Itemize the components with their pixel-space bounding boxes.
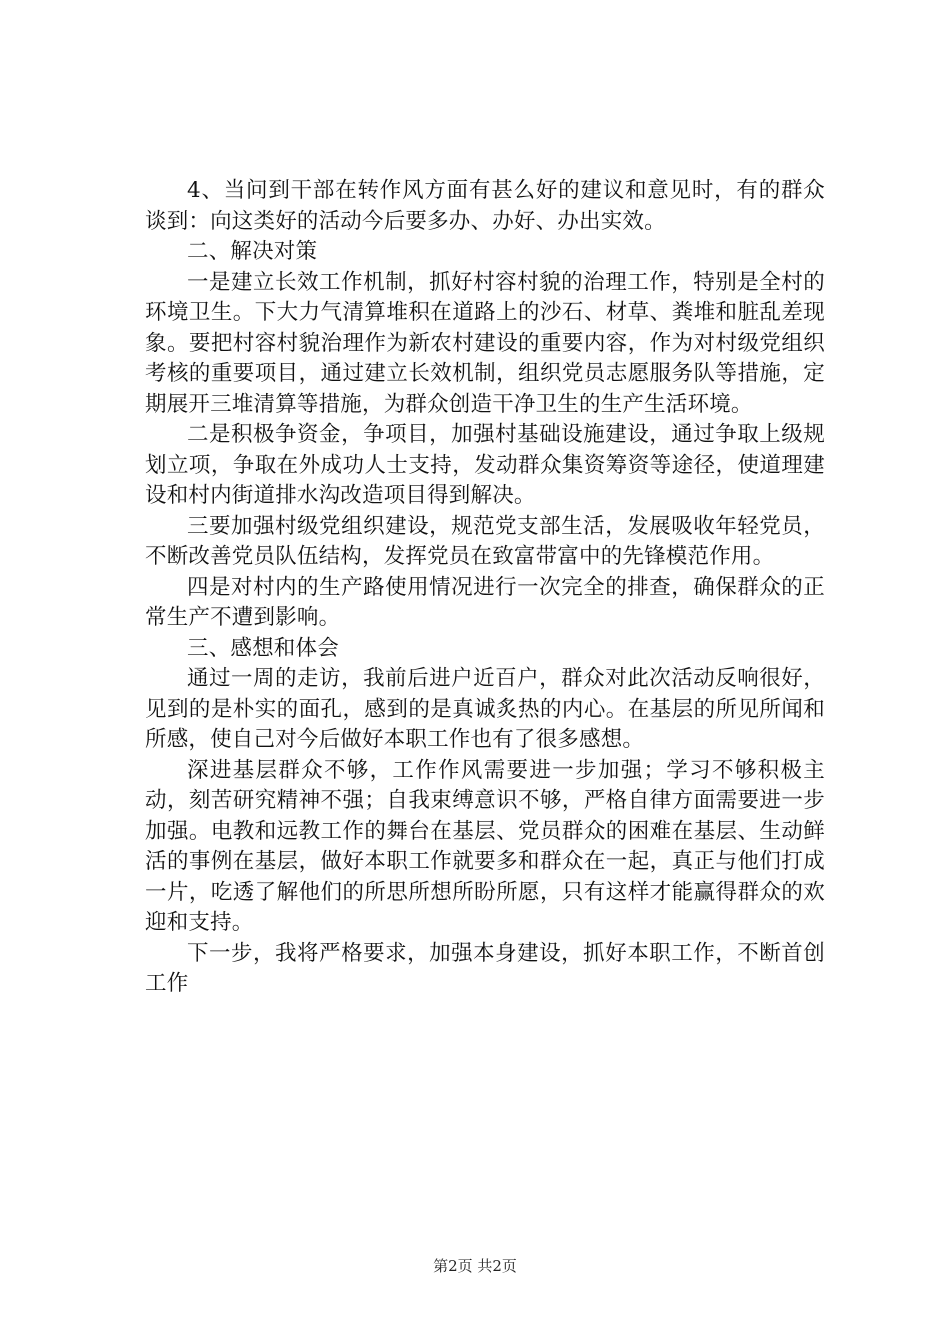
page-number-footer: 第2页 共2页 [433,1257,517,1275]
paragraph-3: 一是建立长效工作机制，抓好村容村貌的治理工作，特别是全村的环境卫生。下大力气清算堆积在道路上的沙石、材草、粪堆和脏乱差现象。要把村容村貌治理作为新农村建设的重要内容，作为对村级党组织考核的重要项目，通过建立长效机制，组织党员志愿服务队等措施，定期展开三堆清算等措施，为群众创造干净卫生的生产生活环境。 [145,269,825,417]
section-heading-solutions: 二、解决对策 [187,239,318,264]
paragraph-9: 深进基层群众不够，工作作风需要进一步加强；学习不够积极主动，刻苦研究精神不强；自我束缚意识不够，严格自律方面需要进一步加强。电教和远教工作的舞台在基层、党员群众的困难在基层、生动鲜活的事例在基层，做好本职工作就要多和群众在一起，真正与他们打成一片，吃透了解他们的所思所想所盼所愿，只有这样才能赢得群众的欢迎和支持。 [145,757,825,935]
document-body [145,176,825,1000]
paragraph-5: 三要加强村级党组织建设，规范党支部生活，发展吸收年轻党员，不断改善党员队伍结构，发挥党员在致富带富中的先锋模范作用。 [145,513,825,569]
paragraph-8: 通过一周的走访，我前后进户近百户，群众对此次活动反响很好，见到的是朴实的面孔，感到的是真诚炙热的内心。在基层的所见所闻和所感，使自己对今后做好本职工作也有了很多感想。 [145,666,825,752]
paragraph-1: 4、当问到干部在转作风方面有甚么好的建议和意见时，有的群众谈到：向这类好的活动今后要多办、办好、办出实效。 [145,178,825,234]
paragraph-4: 二是积极争资金，争项目，加强村基础设施建设，通过争取上级规划立项，争取在外成功人士支持，发动群众集资筹资等途径，使道理建设和村内街道排水沟改造项目得到解决。 [145,422,825,508]
section-heading-reflections: 三、感想和体会 [187,635,339,661]
paragraph-6: 四是对村内的生产路使用情况进行一次完全的排查，确保群众的正常生产不遭到影响。 [145,574,825,630]
paragraph-10: 下一步，我将严格要求，加强本身建设，抓好本职工作，不断首创工作 [145,940,825,996]
